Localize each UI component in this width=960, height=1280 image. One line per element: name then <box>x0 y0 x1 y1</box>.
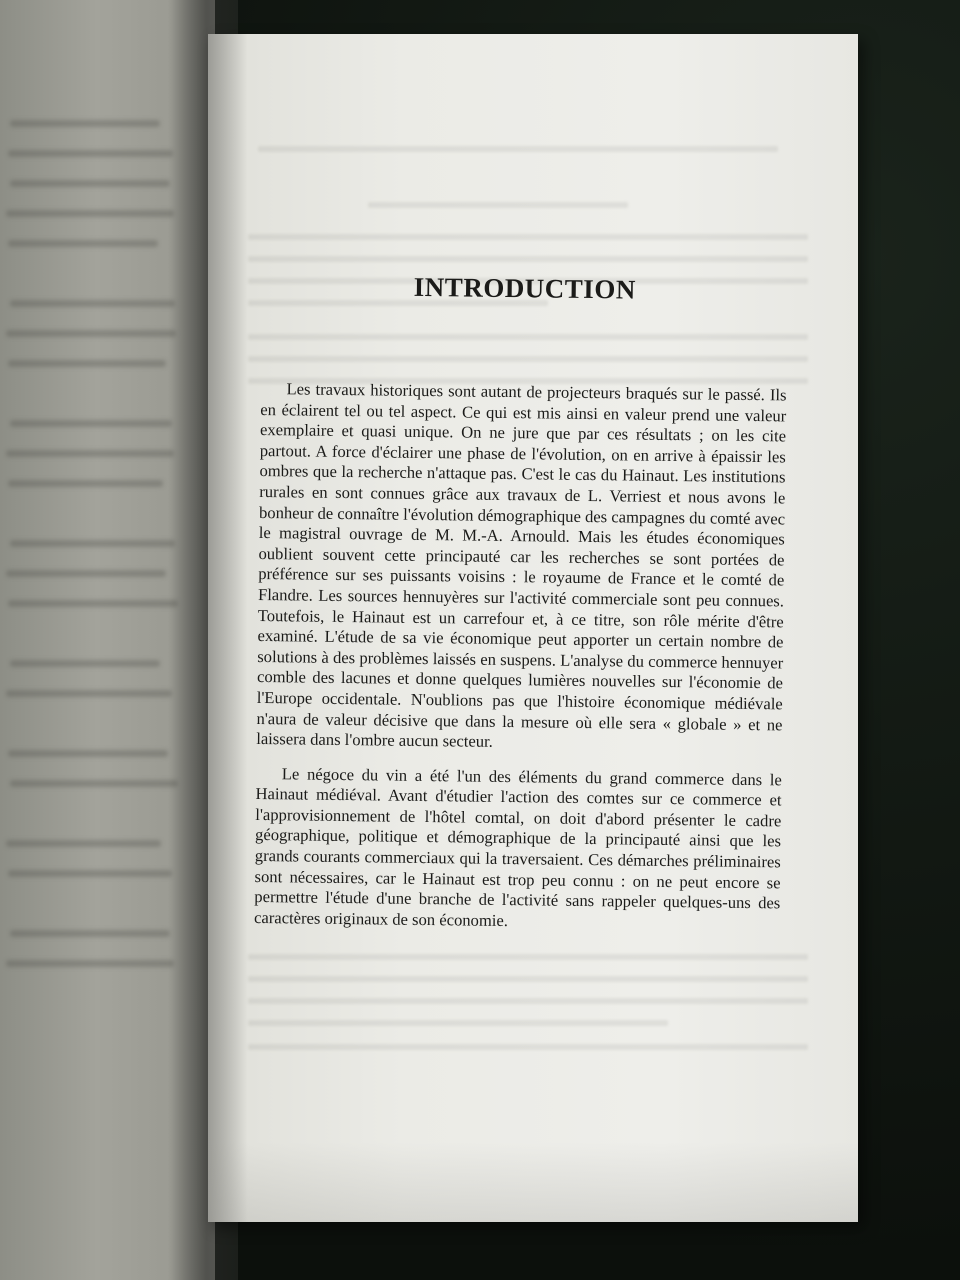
paragraph-2: Le négoce du vin a été l'un des éléments du grand commerce dans le Hainaut médiéval. Avant d'étudier l'action des comtes sur ce commerce et l'approvisionnement de l'hôtel comtal, on doit d'abord présenter le cadre géographique, politique et démographique de la principauté ainsi que les grands courants commerciaux qui la traversaient. Ces démarches préliminaires sont nécessaires, car le Hainaut est trop peu connu : on ne peut encore se permettre l'étude d'une branche de l'activité sans rappeler quelques-uns des caractères originaux de son économie. <box>253 763 782 930</box>
paragraph-1: Les travaux historiques sont autant de projecteurs braqués sur le passé. Ils en éclairent tel ou tel aspect. Ce qui est mis ainsi en valeur prend une valeur exemplaire et quasi unique. On ne jure que par ces résultats ; on les cite partout. A force d'éclairer une phase de l'évolution, on en arrive à épaissir les ombres que la recherche n'attaque pas. C'est le cas du Hainaut. Les institutions rurales en sont connues grâce aux travaux de L. Verriest et nous avons le bonheur de connaître l'évolution démographique des campagnes du comté avec le magistral ouvrage de M. M.-A. Arnould. Mais les études économiques oublient souvent cette principauté car les recherches se sont portées de préférence sur ses puissants voisins : le royaume de France et le comté de Flandre. Les sources hennuyères sur l'activité commerciale sont peu connues. Toutefois, le Hainaut est un carrefour et, à ce titre, son rôle mérite d'être examiné. L'étude de sa vie économique peut apporter un certain nombre de solutions à des problèmes laissés en suspens. L'analyse du commerce hennuyer comble des lacunes et donne quelques lumières nouvelles sur l'économie de l'Europe occidentale. N'oublions pas que l'histoire économique médiévale n'aura de valeur décisive que dans la mesure où elle sera « globale » et ne laissera dans l'ombre aucun secteur. <box>256 379 787 751</box>
page-title: INTRODUCTION <box>413 271 636 305</box>
page-content <box>254 270 788 935</box>
